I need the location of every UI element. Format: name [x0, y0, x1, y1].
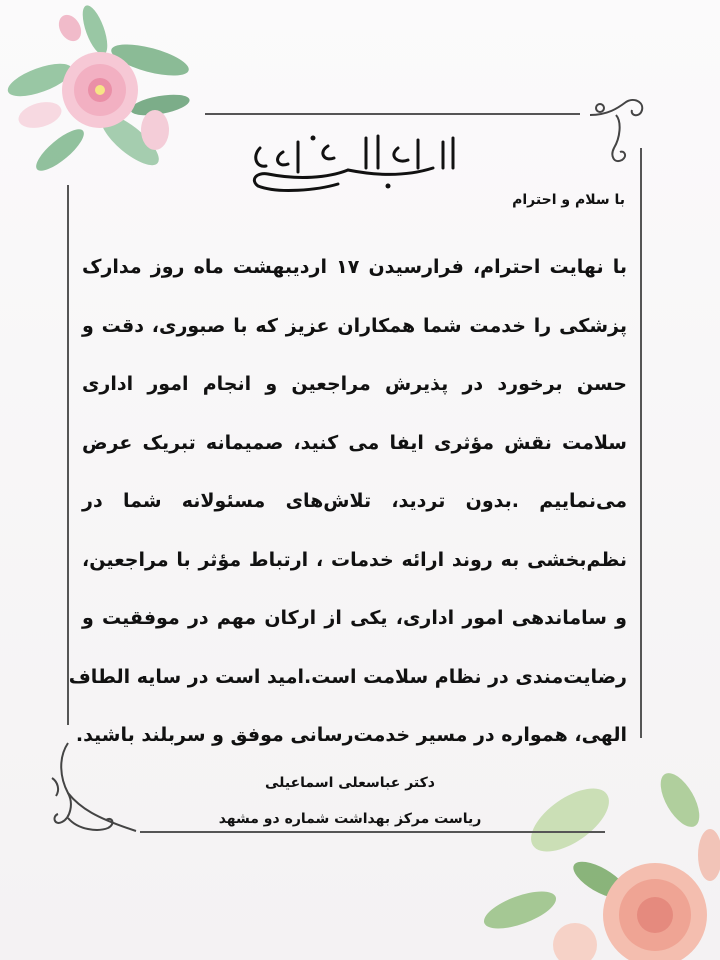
letter-line: نظم‌بخشی به روند ارائه خدمات ، ارتباط مؤثر با مراجعین،	[82, 548, 627, 571]
swirl-ornament-top-right-icon	[588, 98, 648, 168]
signatory-name: دکتر عباسعلی اسماعیلی	[265, 775, 435, 791]
letter-line: پزشکی را خدمت شما همکاران عزیز که با صبوری، دقت و	[82, 314, 627, 337]
signature-block	[150, 765, 550, 837]
letter-line: می‌نماییم .بدون تردید، تلاش‌های مسئولانه شما در	[82, 490, 627, 512]
salutation: با سلام و احترام	[512, 192, 625, 208]
letter-line: با نهایت احترام، فرارسیدن ۱۷ اردیبهشت ماه روز مدارک	[82, 256, 627, 278]
letter-line: حسن برخورد در پذیرش مراجعین و انجام امور اداری	[82, 373, 627, 395]
letter-line: رضایت‌مندی در نظام سلامت است.امید است در سایه الطاف	[68, 665, 627, 688]
letter-line: سلامت نقش مؤثری ایفا می کنید، صمیمانه تبریک عرض	[82, 431, 627, 454]
letter-line: الهی، همواره در مسیر خدمت‌رسانی موفق و سربلند باشید.	[75, 724, 627, 746]
frame-right-line	[640, 148, 642, 738]
frame-top-line	[205, 113, 580, 115]
letter-body	[68, 238, 627, 765]
signatory-title: ریاست مرکز بهداشت شماره دو مشهد	[218, 811, 482, 827]
frame-left-line	[67, 185, 69, 725]
basmala-calligraphy-icon	[238, 128, 468, 198]
flower-bouquet-top-left-icon	[0, 0, 210, 190]
letter-line: و ساماندهی امور اداری، یکی از ارکان مهم در موفقیت و	[82, 607, 627, 629]
